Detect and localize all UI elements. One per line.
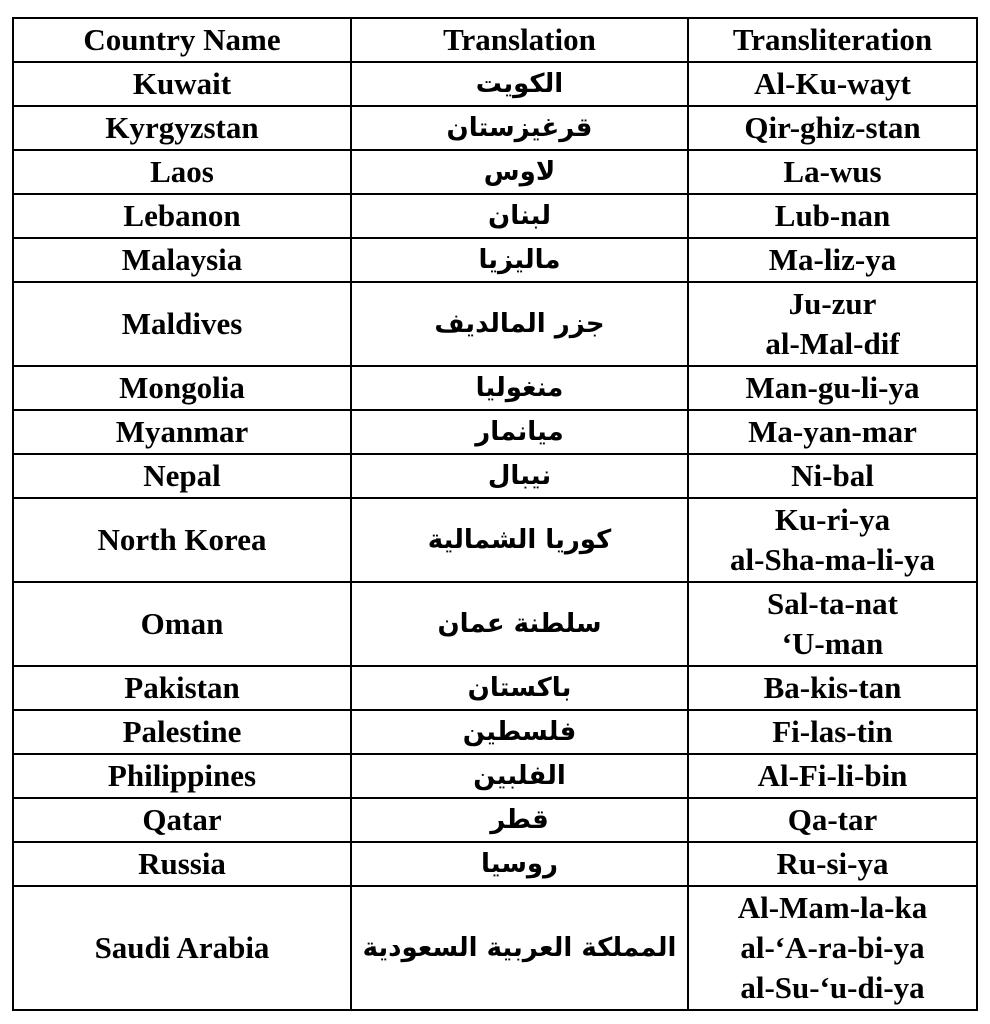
table-row	[13, 150, 977, 194]
table-row	[13, 366, 977, 410]
translation-cell: كوريا الشمالية	[351, 498, 688, 582]
country-cell: Qatar	[13, 798, 351, 842]
transliteration-cell: Ni-bal	[688, 454, 977, 498]
translation-cell: منغوليا	[351, 366, 688, 410]
country-cell: Oman	[13, 582, 351, 666]
country-cell: Saudi Arabia	[13, 886, 351, 1010]
transliteration-cell: Sal-ta-nat ‘U-man	[688, 582, 977, 666]
translation-cell: قطر	[351, 798, 688, 842]
translation-cell: الفلبين	[351, 754, 688, 798]
country-cell: Nepal	[13, 454, 351, 498]
country-cell: Maldives	[13, 282, 351, 366]
country-cell: Philippines	[13, 754, 351, 798]
table-row	[13, 498, 977, 582]
transliteration-cell: Qa-tar	[688, 798, 977, 842]
transliteration-cell: Ru-si-ya	[688, 842, 977, 886]
translation-cell: لاوس	[351, 150, 688, 194]
country-cell: Kuwait	[13, 62, 351, 106]
table-row	[13, 666, 977, 710]
country-cell: Pakistan	[13, 666, 351, 710]
country-cell: North Korea	[13, 498, 351, 582]
translation-cell: لبنان	[351, 194, 688, 238]
country-name-table	[12, 17, 978, 1011]
transliteration-cell: Ma-liz-ya	[688, 238, 977, 282]
translation-cell: روسيا	[351, 842, 688, 886]
transliteration-cell: Al-Mam-la-ka al-‘A-ra-bi-ya al-Su-‘u-di-ya	[688, 886, 977, 1010]
table-row	[13, 238, 977, 282]
table-row	[13, 282, 977, 366]
country-cell: Lebanon	[13, 194, 351, 238]
transliteration-cell: Fi-las-tin	[688, 710, 977, 754]
table-row	[13, 886, 977, 1010]
table-row	[13, 454, 977, 498]
translation-cell: قرغيزستان	[351, 106, 688, 150]
table-row	[13, 106, 977, 150]
translation-cell: جزر المالديف	[351, 282, 688, 366]
table-row	[13, 194, 977, 238]
transliteration-cell: Ba-kis-tan	[688, 666, 977, 710]
header-transliteration: Transliteration	[688, 18, 977, 62]
transliteration-cell: La-wus	[688, 150, 977, 194]
header-country-name: Country Name	[13, 18, 351, 62]
transliteration-cell: Al-Ku-wayt	[688, 62, 977, 106]
translation-cell: ماليزيا	[351, 238, 688, 282]
translation-cell: الكويت	[351, 62, 688, 106]
header-row	[13, 18, 977, 62]
table-row	[13, 62, 977, 106]
table-row	[13, 754, 977, 798]
country-cell: Palestine	[13, 710, 351, 754]
table-row	[13, 798, 977, 842]
transliteration-cell: Ku-ri-ya al-Sha-ma-li-ya	[688, 498, 977, 582]
country-cell: Mongolia	[13, 366, 351, 410]
transliteration-cell: Ma-yan-mar	[688, 410, 977, 454]
translation-cell: فلسطين	[351, 710, 688, 754]
table-row	[13, 710, 977, 754]
transliteration-cell: Lub-nan	[688, 194, 977, 238]
translation-cell: المملكة العربية السعودية	[351, 886, 688, 1010]
table-row	[13, 582, 977, 666]
transliteration-cell: Qir-ghiz-stan	[688, 106, 977, 150]
transliteration-cell: Man-gu-li-ya	[688, 366, 977, 410]
country-cell: Laos	[13, 150, 351, 194]
header-translation: Translation	[351, 18, 688, 62]
transliteration-cell: Al-Fi-li-bin	[688, 754, 977, 798]
translation-cell: سلطنة عمان	[351, 582, 688, 666]
country-cell: Russia	[13, 842, 351, 886]
country-cell: Kyrgyzstan	[13, 106, 351, 150]
translation-cell: ميانمار	[351, 410, 688, 454]
country-cell: Myanmar	[13, 410, 351, 454]
translation-cell: باكستان	[351, 666, 688, 710]
table-row	[13, 842, 977, 886]
table-row	[13, 410, 977, 454]
country-cell: Malaysia	[13, 238, 351, 282]
translation-cell: نيبال	[351, 454, 688, 498]
transliteration-cell: Ju-zur al-Mal-dif	[688, 282, 977, 366]
